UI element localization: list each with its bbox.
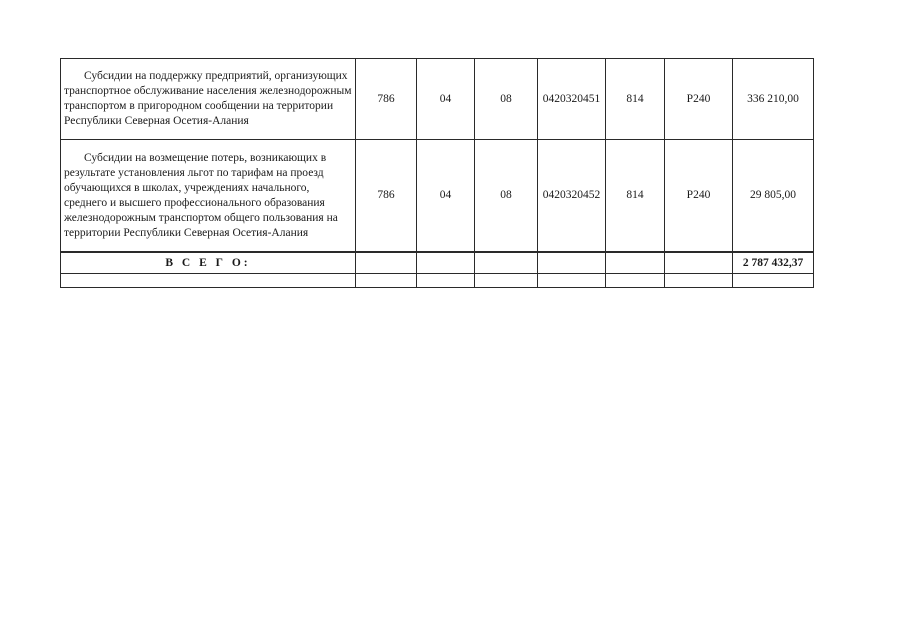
empty-cell	[417, 274, 475, 288]
row-description: Субсидии на возмещение потерь, возникающих в результате установления льгот по тарифам на проезд обучающихся в школах, учреждениях начального, среднего и высшего профессионального образования железнодорожным транспортом общего пользования на территории Республики Северная Осетия-Алания	[61, 140, 356, 253]
empty-cell	[417, 252, 475, 274]
ministry-code: 786	[356, 140, 417, 253]
classification-code: Р240	[665, 59, 733, 140]
empty-row	[61, 274, 814, 288]
empty-cell	[538, 274, 606, 288]
empty-cell	[733, 274, 814, 288]
empty-cell	[665, 274, 733, 288]
section-code: 04	[417, 140, 475, 253]
empty-cell	[665, 252, 733, 274]
ministry-code: 786	[356, 59, 417, 140]
table-row	[61, 59, 814, 140]
budget-table	[60, 58, 814, 288]
subsection-code: 08	[475, 140, 538, 253]
target-article-code: 0420320451	[538, 59, 606, 140]
table-row	[61, 140, 814, 253]
target-article-code: 0420320452	[538, 140, 606, 253]
empty-cell	[356, 274, 417, 288]
total-label: В С Е Г О:	[61, 252, 356, 274]
empty-cell	[606, 252, 665, 274]
total-row	[61, 252, 814, 274]
row-description: Субсидии на поддержку предприятий, организующих транспортное обслуживание населения железнодорожным транспортом в пригородном сообщении на территории Республики Северная Осетия-Алания	[61, 59, 356, 140]
total-amount: 2 787 432,37	[733, 252, 814, 274]
empty-cell	[475, 252, 538, 274]
expense-type-code: 814	[606, 59, 665, 140]
amount-cell: 336 210,00	[733, 59, 814, 140]
empty-cell	[356, 252, 417, 274]
empty-cell	[606, 274, 665, 288]
empty-cell	[538, 252, 606, 274]
empty-cell	[475, 274, 538, 288]
subsection-code: 08	[475, 59, 538, 140]
section-code: 04	[417, 59, 475, 140]
expense-type-code: 814	[606, 140, 665, 253]
amount-cell: 29 805,00	[733, 140, 814, 253]
classification-code: Р240	[665, 140, 733, 253]
empty-cell	[61, 274, 356, 288]
